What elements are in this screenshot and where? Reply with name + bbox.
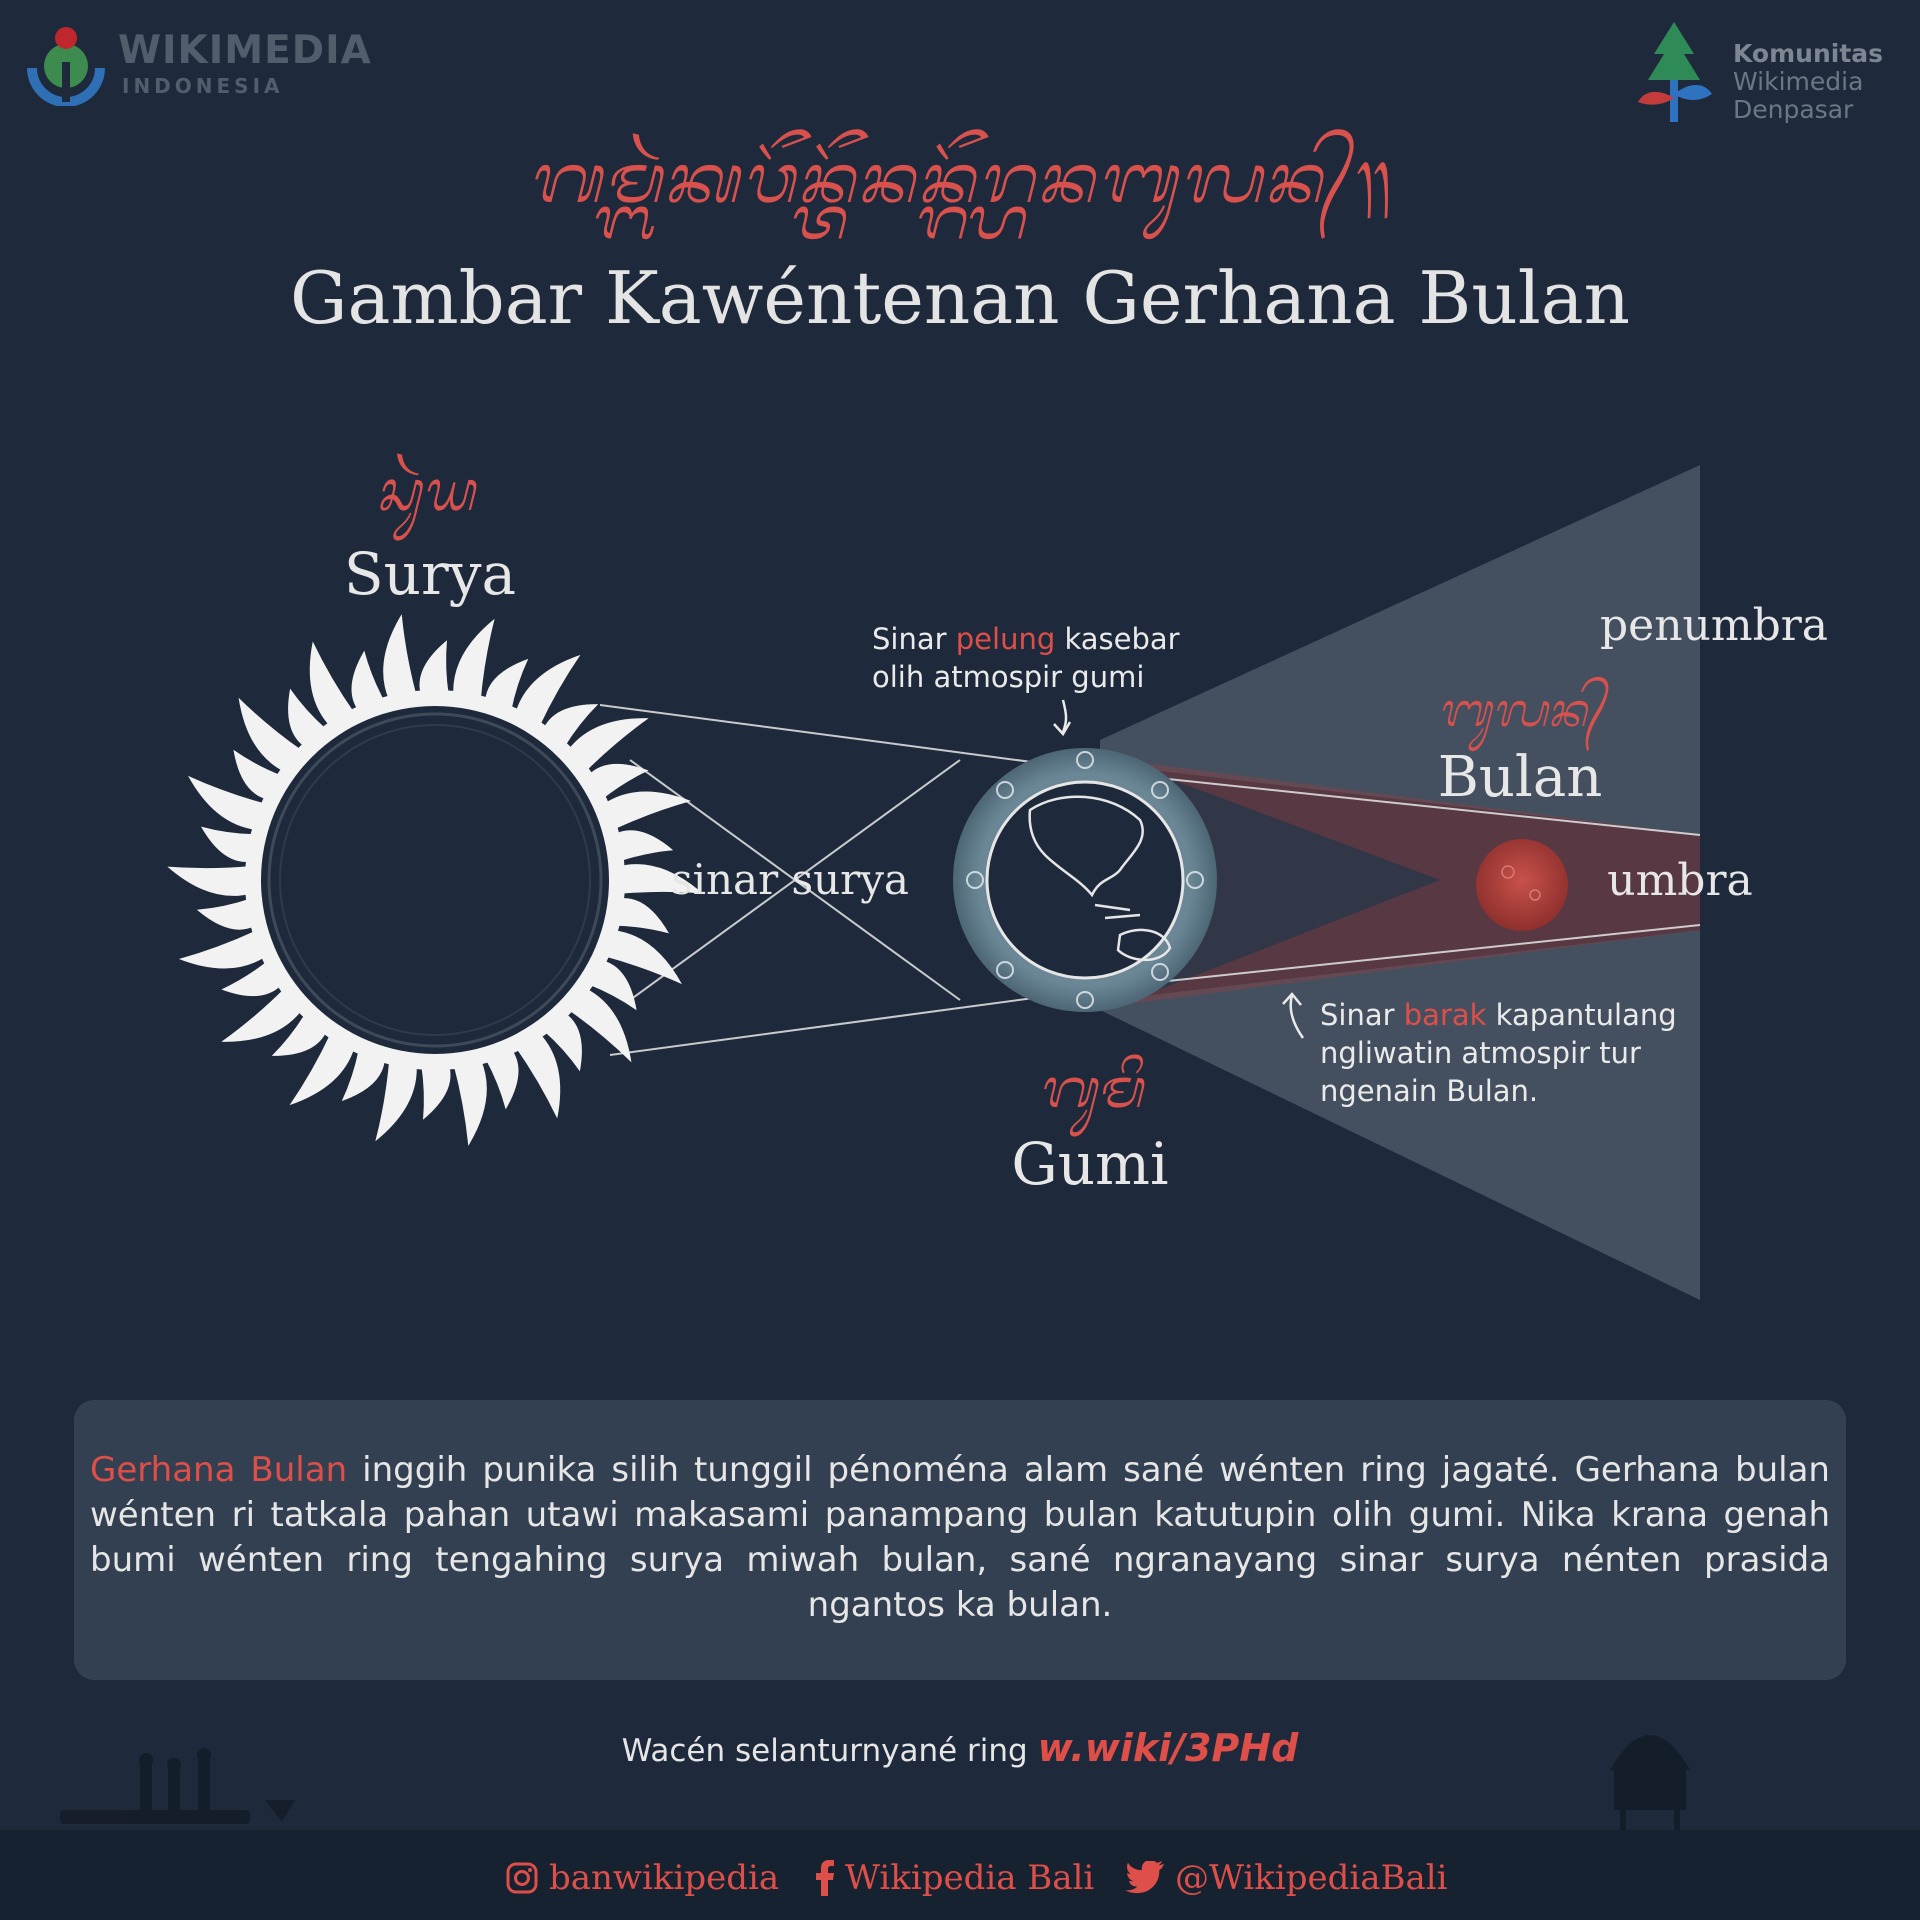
sun-icon	[167, 614, 702, 1146]
penumbra-label: penumbra	[1600, 600, 1829, 651]
sun-ray	[421, 1064, 450, 1119]
note-text: ngliwatin atmospir tur	[1320, 1036, 1641, 1070]
twitter-handle: @WikipediaBali	[1175, 1858, 1448, 1898]
balinese-title: ᬕᬫ᭄ᬩᬃᬓᬯᭂᬦ᭄ᬢᭂᬦᬦ᭄ᬕᭂᬭ᭄ᬳᬦᬩᬸᬮᬦ᭄᭟	[526, 140, 1394, 219]
sun-ray	[383, 614, 416, 701]
note-text: Sinar	[872, 622, 956, 656]
read-more-text: Wacén selanturnyané ring	[621, 1733, 1038, 1769]
note-highlight: barak	[1403, 998, 1487, 1032]
kwd-line-3: Denpasar	[1733, 95, 1854, 124]
sun-ray	[453, 1059, 486, 1146]
description-body: inggih punika silih tunggil pénoména alam sané wénten ring jagaté. Gerhana bulan wénten ri tatkala pahan utawi makasami panampang bulan katutupin olih gumi. Nika krana genah bumi wénten ring tengahing surya miwah bulan, sané ngranayang sinar surya nénten prasida ngantos ka bulan.	[90, 1450, 1830, 1625]
note-text: kapantulang	[1486, 998, 1677, 1032]
description-text	[90, 1448, 1830, 1628]
twitter-link[interactable]	[1125, 1858, 1448, 1898]
wikimedia-subtitle: INDONESIA	[122, 74, 284, 98]
sun-ray	[167, 866, 250, 896]
earth-balinese-label: ᬕᬸᬫᬶ	[1037, 1057, 1143, 1120]
note-text: ngenain Bulan.	[1320, 1074, 1539, 1108]
twitter-icon	[1125, 1861, 1165, 1895]
blue-light-note	[872, 620, 1180, 696]
sun-ray	[419, 640, 448, 695]
instagram-handle: banwikipedia	[549, 1858, 780, 1898]
sunlight-label: sinar surya	[671, 855, 909, 904]
red-light-note	[1320, 996, 1677, 1110]
note-text: Sinar	[1320, 998, 1404, 1032]
moon-balinese-label: ᬩᬸᬮᬦ᭄	[1437, 683, 1603, 737]
sun-ray	[604, 792, 691, 830]
instagram-link[interactable]	[505, 1858, 779, 1898]
umbra-label: umbra	[1607, 855, 1753, 906]
kwd-line-2: Wikimedia	[1733, 67, 1864, 96]
earth-icon	[953, 748, 1217, 1012]
moon-icon	[1476, 839, 1568, 931]
sun-ray	[179, 930, 266, 968]
page-title: Gambar Kawéntenan Gerhana Bulan	[289, 256, 1631, 340]
facebook-icon	[815, 1860, 835, 1896]
footer-silhouettes	[0, 1710, 1920, 1840]
facebook-link[interactable]	[815, 1858, 1094, 1898]
facebook-page: Wikipedia Bali	[845, 1858, 1095, 1898]
instagram-icon	[505, 1861, 539, 1895]
kwd-line-1: Komunitas	[1733, 39, 1884, 68]
note-text: olih atmospir gumi	[872, 660, 1145, 694]
sun-label: Surya	[343, 540, 517, 608]
earth-label: Gumi	[1011, 1130, 1169, 1198]
read-more-link[interactable]: w.wiki/3PHd	[1037, 1726, 1299, 1770]
description-highlight: Gerhana Bulan	[90, 1450, 348, 1490]
note-highlight: pelung	[955, 622, 1056, 656]
wikimedia-name: WIKIMEDIA	[118, 28, 372, 73]
note-text: kasebar	[1055, 622, 1180, 656]
arrow-icon	[1054, 700, 1070, 734]
moon-label: Bulan	[1437, 745, 1603, 810]
sun-balinese-label: ᬲᬸᬃᬬ	[375, 459, 475, 524]
